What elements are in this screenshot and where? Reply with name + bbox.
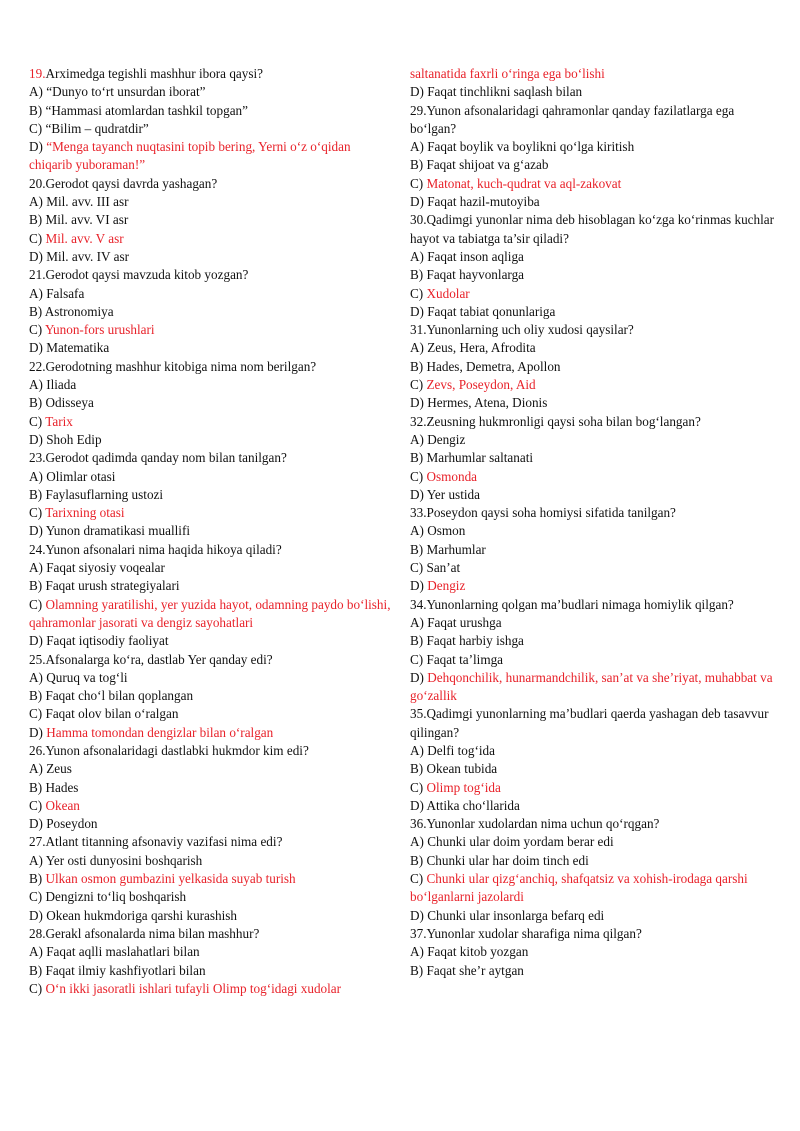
- question-line: [29, 65, 391, 83]
- question-line: [29, 175, 391, 193]
- answer-line: [29, 522, 391, 540]
- question-line: [29, 358, 391, 376]
- answer-line: [410, 651, 782, 669]
- answer-letter: C): [29, 596, 46, 612]
- question-text: Gerakl afsonalarda nima bilan mashhur?: [45, 925, 260, 941]
- question-line: [410, 211, 782, 248]
- answer-text: Dehqonchilik, hunarmandchilik, san’at va she’riyat, muhabbat va go‘zallik: [410, 669, 773, 704]
- answer-line: [410, 852, 782, 870]
- question-text: Yunonlar xudolardan nima uchun qo‘rqgan?: [426, 816, 660, 832]
- question-number: 19.: [29, 66, 46, 81]
- answer-letter: D): [29, 139, 47, 155]
- answer-text: B) Hades, Demetra, Apollon: [410, 358, 561, 374]
- answer-text: D) Hermes, Atena, Dionis: [410, 395, 548, 411]
- answer-text: B) Faqat hayvonlarga: [410, 267, 525, 283]
- answer-text: Hamma tomondan dengizlar bilan o‘ralgan: [46, 724, 274, 740]
- answer-line: [29, 559, 391, 577]
- answer-text: C) Faqat ta’limga: [410, 651, 504, 667]
- answer-line-correct: [410, 468, 782, 486]
- answer-letter: D): [29, 724, 47, 740]
- question-text: Yunonlarning uch oliy xudosi qaysilar?: [426, 322, 634, 338]
- question-text: Yunon afsonalaridagi qahramonlar qanday fazilatlarga ega bo‘lgan?: [410, 102, 735, 136]
- question-text: Gerodot qaysi davrda yashagan?: [45, 175, 218, 191]
- question-line: [29, 925, 391, 943]
- answer-text: Okean: [45, 797, 80, 813]
- answer-text: Olamning yaratilishi, yer yuzida hayot, odamning paydo bo‘lishi, qahramonlar jasorati va dengiz sayohatlari: [29, 596, 391, 630]
- answer-line: [410, 138, 782, 156]
- answer-line-correct: [29, 504, 391, 522]
- question-text: Poseydon qaysi soha homiysi sifatida tanilgan?: [426, 505, 676, 521]
- answer-text: A) Zeus: [29, 761, 72, 777]
- question-number: 36.: [410, 816, 427, 832]
- answer-text: A) Iliada: [29, 377, 77, 393]
- answer-text: D) Mil. avv. IV asr: [29, 248, 129, 264]
- answer-text: D) Faqat tabiat qonunlariga: [410, 303, 556, 319]
- answer-line: [410, 907, 782, 925]
- answer-line: [410, 559, 782, 577]
- answer-line: [410, 339, 782, 357]
- answer-line: [410, 632, 782, 650]
- answer-text: “Menga tayanch nuqtasini topib bering, Yerni o‘z o‘qidan chiqarib yuboraman!”: [29, 139, 351, 173]
- question-line: [29, 541, 391, 559]
- answer-letter: C): [29, 797, 46, 813]
- question-number: 37.: [410, 925, 427, 941]
- question-line: [29, 449, 391, 467]
- answer-line: [29, 687, 391, 705]
- answer-line: [410, 156, 782, 174]
- answer-letter: C): [29, 230, 46, 246]
- question-text: Qadimgi yunonlarning ma’budlari qaerda yashagan deb tasavvur qilingan?: [410, 706, 769, 740]
- question-number: 28.: [29, 925, 46, 941]
- answer-line-correct: [29, 138, 391, 175]
- answer-text: Dengiz: [427, 578, 466, 594]
- answer-line: [29, 962, 391, 980]
- answer-text: O‘n ikki jasoratli ishlari tufayli Olimp tog‘idagi xudolar: [45, 980, 342, 996]
- question-number: 22.: [29, 358, 46, 374]
- answer-text: B) Faqat shijoat va g‘azab: [410, 157, 549, 173]
- answer-line: [410, 394, 782, 412]
- answer-letter: D): [410, 578, 428, 594]
- answer-text: B) Faqat harbiy ishga: [410, 633, 524, 649]
- answer-text: C) “Bilim – qudratdir”: [29, 120, 149, 136]
- question-text: Qadimgi yunonlar nima deb hisoblagan ko‘zga ko‘rinmas kuchlar hayot va tabiatga ta’sir qiladi?: [410, 212, 775, 246]
- answer-text: D) Attika cho‘llarida: [410, 797, 520, 813]
- answer-text: A) Faqat siyosiy voqealar: [29, 560, 165, 576]
- answer-text: A) Olimlar otasi: [29, 468, 116, 484]
- question-number: 25.: [29, 651, 46, 667]
- answer-text: D) Yer ustida: [410, 486, 480, 502]
- answer-text: B) Chunki ular har doim tinch edi: [410, 852, 589, 868]
- answer-line: [410, 303, 782, 321]
- answer-line: [29, 943, 391, 961]
- answer-text: A) Faqat inson aqliga: [410, 248, 524, 264]
- answer-line: [29, 431, 391, 449]
- answer-line: [410, 522, 782, 540]
- answer-text: B) Faylasuflarning ustozi: [29, 486, 164, 502]
- answer-line: [29, 303, 391, 321]
- question-text: Afsonalarga ko‘ra, dastlab Yer qanday edi?: [45, 651, 273, 667]
- answer-line: [29, 888, 391, 906]
- question-text: Zeusning hukmronligi qaysi soha bilan bog‘langan?: [426, 413, 701, 429]
- answer-text: A) Delfi tog‘ida: [410, 742, 495, 758]
- answer-text: Ulkan osmon gumbazini yelkasida suyab turish: [45, 871, 296, 887]
- question-text: Gerodotning mashhur kitobiga nima nom berilgan?: [45, 358, 317, 374]
- question-line: [29, 833, 391, 851]
- right-column: [410, 65, 782, 980]
- answer-line: [410, 431, 782, 449]
- answer-text: B) Odisseya: [29, 395, 94, 411]
- answer-line: [29, 852, 391, 870]
- question-number: 32.: [410, 413, 427, 429]
- question-text: Yunon afsonalari nima haqida hikoya qiladi?: [45, 541, 282, 557]
- question-line: [410, 413, 782, 431]
- answer-letter: B): [29, 871, 46, 887]
- answer-line-correct: [410, 376, 782, 394]
- answer-text: A) Chunki ular doim yordam berar edi: [410, 834, 614, 850]
- answer-text: C) Faqat olov bilan o‘ralgan: [29, 706, 179, 722]
- answer-text: B) Mil. avv. VI asr: [29, 212, 129, 228]
- answer-text: Tarix: [45, 413, 73, 429]
- answer-line: [29, 577, 391, 595]
- answer-line: [410, 760, 782, 778]
- answer-text: B) Marhumlar saltanati: [410, 450, 534, 466]
- answer-line-correct: [29, 321, 391, 339]
- question-number: 34.: [410, 596, 427, 612]
- answer-letter: C): [29, 980, 46, 996]
- answer-line: [410, 614, 782, 632]
- answer-text: A) Quruq va tog‘li: [29, 669, 128, 685]
- answer-letter: D): [410, 669, 428, 685]
- question-text: Gerodot qaysi mavzuda kitob yozgan?: [45, 267, 249, 283]
- answer-line: [29, 339, 391, 357]
- question-number: 24.: [29, 541, 46, 557]
- answer-line: [29, 102, 391, 120]
- answer-line: [410, 449, 782, 467]
- question-text: Arximedga tegishli mashhur ibora qaysi?: [45, 66, 264, 81]
- answer-line: [410, 248, 782, 266]
- question-line: [410, 596, 782, 614]
- answer-text: C) San’at: [410, 560, 461, 576]
- question-number: 33.: [410, 505, 427, 521]
- answer-line-correct: [410, 65, 782, 83]
- answer-text: Yunon-fors urushlari: [45, 322, 155, 338]
- question-number: 20.: [29, 175, 46, 191]
- answer-line-correct: [410, 285, 782, 303]
- question-line: [29, 651, 391, 669]
- answer-letter: C): [410, 779, 427, 795]
- question-number: 23.: [29, 450, 46, 466]
- answer-text: C) Dengizni to‘liq boshqarish: [29, 889, 187, 905]
- answer-line-correct: [29, 230, 391, 248]
- answer-line: [29, 468, 391, 486]
- question-line: [29, 742, 391, 760]
- answer-text: A) Faqat kitob yozgan: [410, 944, 529, 960]
- question-text: Yunon afsonalaridagi dastlabki hukmdor kim edi?: [45, 742, 309, 758]
- answer-line: [29, 211, 391, 229]
- question-text: Yunonlarning qolgan ma’budlari nimaga homiylik qilgan?: [426, 596, 734, 612]
- question-line: [410, 321, 782, 339]
- answer-line: [29, 669, 391, 687]
- answer-line: [410, 358, 782, 376]
- answer-line: [29, 376, 391, 394]
- question-line: [410, 705, 782, 742]
- answer-text: A) Faqat urushga: [410, 614, 502, 630]
- question-text: Yunonlar xudolar sharafiga nima qilgan?: [426, 925, 642, 941]
- answer-line: [410, 962, 782, 980]
- answer-text: A) Yer osti dunyosini boshqarish: [29, 852, 203, 868]
- answer-line: [410, 541, 782, 559]
- answer-text: B) “Hammasi atomlardan tashkil topgan”: [29, 102, 248, 118]
- answer-text: B) Faqat urush strategiyalari: [29, 578, 180, 594]
- answer-text: B) Faqat cho‘l bilan qoplangan: [29, 688, 194, 704]
- answer-line: [29, 779, 391, 797]
- answer-text: B) Astronomiya: [29, 303, 114, 319]
- question-line: [410, 925, 782, 943]
- answer-line-correct: [29, 413, 391, 431]
- answer-text: D) Faqat hazil-mutoyiba: [410, 194, 540, 210]
- answer-line-correct: [410, 779, 782, 797]
- answer-text: A) Falsafa: [29, 285, 85, 301]
- answer-letter: C): [410, 468, 427, 484]
- answer-line: [410, 742, 782, 760]
- answer-line-correct: [29, 596, 391, 633]
- question-line: [410, 102, 782, 139]
- answer-line: [29, 394, 391, 412]
- answer-text: Zevs, Poseydon, Aid: [426, 377, 536, 393]
- answer-line-correct: [29, 980, 391, 998]
- answer-text: saltanatida faxrli o‘ringa ega bo‘lishi: [410, 66, 605, 81]
- answer-text: A) Faqat boylik va boylikni qo‘lga kiritish: [410, 139, 635, 155]
- answer-letter: C): [410, 285, 427, 301]
- answer-text: B) Okean tubida: [410, 761, 498, 777]
- answer-text: A) Dengiz: [410, 431, 466, 447]
- answer-text: B) Faqat she’r aytgan: [410, 962, 524, 978]
- answer-text: B) Marhumlar: [410, 541, 486, 557]
- answer-line: [29, 632, 391, 650]
- answer-text: D) Shoh Edip: [29, 431, 102, 447]
- answer-line-correct: [29, 797, 391, 815]
- answer-text: Matonat, kuch-qudrat va aql-zakovat: [426, 175, 622, 191]
- question-line: [410, 815, 782, 833]
- answer-line: [29, 83, 391, 101]
- answer-text: B) Faqat ilmiy kashfiyotlari bilan: [29, 962, 206, 978]
- answer-text: Tarixning otasi: [45, 505, 125, 521]
- answer-line-correct: [29, 870, 391, 888]
- answer-letter: C): [29, 413, 46, 429]
- answer-letter: C): [29, 322, 45, 338]
- answer-line: [410, 266, 782, 284]
- question-number: 29.: [410, 102, 427, 118]
- answer-line: [29, 285, 391, 303]
- answer-line: [410, 797, 782, 815]
- answer-letter: C): [410, 175, 427, 191]
- answer-line-correct: [29, 724, 391, 742]
- left-column: [29, 65, 391, 998]
- answer-text: A) Faqat aqlli maslahatlari bilan: [29, 944, 200, 960]
- answer-line-correct: [410, 175, 782, 193]
- answer-letter: C): [29, 505, 46, 521]
- answer-text: Osmonda: [426, 468, 478, 484]
- answer-line: [410, 833, 782, 851]
- answer-text: Xudolar: [426, 285, 470, 301]
- answer-line-correct: [410, 577, 782, 595]
- question-line: [29, 266, 391, 284]
- question-number: 21.: [29, 267, 46, 283]
- question-line: [410, 504, 782, 522]
- answer-text: D) Poseydon: [29, 816, 98, 832]
- answer-text: A) Zeus, Hera, Afrodita: [410, 340, 536, 356]
- answer-text: A) Osmon: [410, 523, 466, 539]
- answer-line: [29, 120, 391, 138]
- answer-text: A) Mil. avv. III asr: [29, 194, 129, 210]
- question-number: 30.: [410, 212, 427, 228]
- answer-text: D) Faqat tinchlikni saqlash bilan: [410, 84, 583, 100]
- answer-text: Olimp tog‘ida: [426, 779, 501, 795]
- answer-line: [29, 193, 391, 211]
- question-number: 35.: [410, 706, 427, 722]
- answer-line: [29, 760, 391, 778]
- answer-line: [410, 83, 782, 101]
- answer-text: D) Yunon dramatikasi muallifi: [29, 523, 191, 539]
- answer-line-correct: [410, 669, 782, 706]
- answer-line: [29, 248, 391, 266]
- answer-line: [29, 815, 391, 833]
- answer-line: [29, 907, 391, 925]
- answer-line: [410, 943, 782, 961]
- answer-text: B) Hades: [29, 779, 79, 795]
- question-text: Atlant titanning afsonaviy vazifasi nima edi?: [45, 834, 283, 850]
- question-number: 31.: [410, 322, 427, 338]
- answer-line: [29, 486, 391, 504]
- answer-letter: C): [410, 377, 427, 393]
- answer-line: [29, 705, 391, 723]
- answer-text: D) Matematika: [29, 340, 110, 356]
- answer-text: A) “Dunyo to‘rt unsurdan iborat”: [29, 84, 206, 100]
- question-number: 26.: [29, 742, 46, 758]
- answer-text: Mil. avv. V asr: [45, 230, 124, 246]
- answer-text: D) Faqat iqtisodiy faoliyat: [29, 633, 169, 649]
- question-number: 27.: [29, 834, 46, 850]
- answer-text: D) Chunki ular insonlarga befarq edi: [410, 907, 605, 923]
- answer-line-correct: [410, 870, 782, 907]
- answer-line: [410, 193, 782, 211]
- answer-text: Chunki ular qizg‘anchiq, shafqatsiz va xohish-irodaga qarshi bo‘lganlarni jazolardi: [410, 871, 748, 905]
- answer-letter: C): [410, 871, 427, 887]
- answer-line: [410, 486, 782, 504]
- answer-text: D) Okean hukmdoriga qarshi kurashish: [29, 907, 238, 923]
- question-text: Gerodot qadimda qanday nom bilan tanilgan?: [45, 450, 287, 466]
